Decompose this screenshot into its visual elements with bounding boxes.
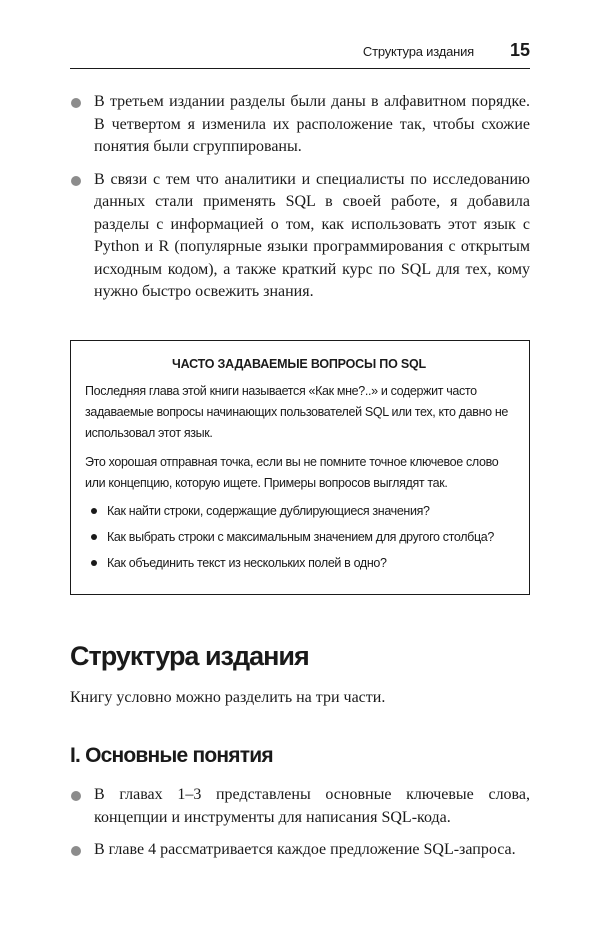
running-title: Структура издания [362,44,474,59]
question-text: Как объединить текст из нескольких полей в одно? [107,556,387,570]
bullet-icon [71,846,81,856]
bullet-icon [91,560,97,566]
question-text: Как найти строки, содержащие дублирующиеся значения? [107,504,430,518]
sidebar-paragraph: Это хорошая отправная точка, если вы не помните точное ключевое слово или концепцию, которую ищете. Примеры вопросов выглядят так. [85,455,499,490]
list-item-text: В главе 4 рассматривается каждое предложение SQL-запроса. [94,841,516,858]
list-item [70,169,530,304]
sidebar-title: ЧАСТО ЗАДАВАЕМЫЕ ВОПРОСЫ ПО SQL [172,357,426,371]
section-lead: Книгу условно можно разделить на три части. [70,689,386,706]
list-item [70,839,530,862]
bullet-icon [71,176,81,186]
sidebar-paragraph: Последняя глава этой книги называется «Как мне?..» и содержит часто задаваемые вопросы начинающих пользователей SQL или тех, кто давно не использовал этот язык. [85,384,509,440]
sidebar-question-list [85,502,513,572]
question-text: Как выбрать строки с максимальным значением для другого столбца? [107,530,494,544]
list-item [70,784,530,829]
list-item-text: В связи с тем что аналитики и специалисты по исследованию данных стали применять SQL в своей работе, я добавила разделы с информацией о том, как использовать этот язык с Python и R (популярные языки программирования с открытым исходным кодом), а также краткий курс по SQL для тех, кому нужно быстро освежить знания. [94,170,530,300]
part-heading: I. Основные понятия [70,744,273,767]
list-item-text: В главах 1–3 представлены основные ключевые слова, концепции и инструменты для написания SQL-кода. [94,786,530,826]
running-head [70,40,530,69]
intro-bullet-list [70,91,530,314]
bullet-icon [91,534,97,540]
bullet-icon [71,791,81,801]
page-number: 15 [509,40,530,60]
faq-sidebar-box [70,340,530,595]
part-bullet-list [70,784,530,872]
list-item-text: В третьем издании разделы были даны в алфавитном порядке. В четвертом я изменила их расположение так, чтобы схожие понятия были сгруппированы. [94,93,530,155]
list-item [70,91,530,159]
list-item [85,502,513,520]
bullet-icon [91,508,97,514]
section-heading: Структура издания [70,641,309,671]
list-item [85,528,513,546]
list-item [85,554,513,572]
bullet-icon [71,98,81,108]
